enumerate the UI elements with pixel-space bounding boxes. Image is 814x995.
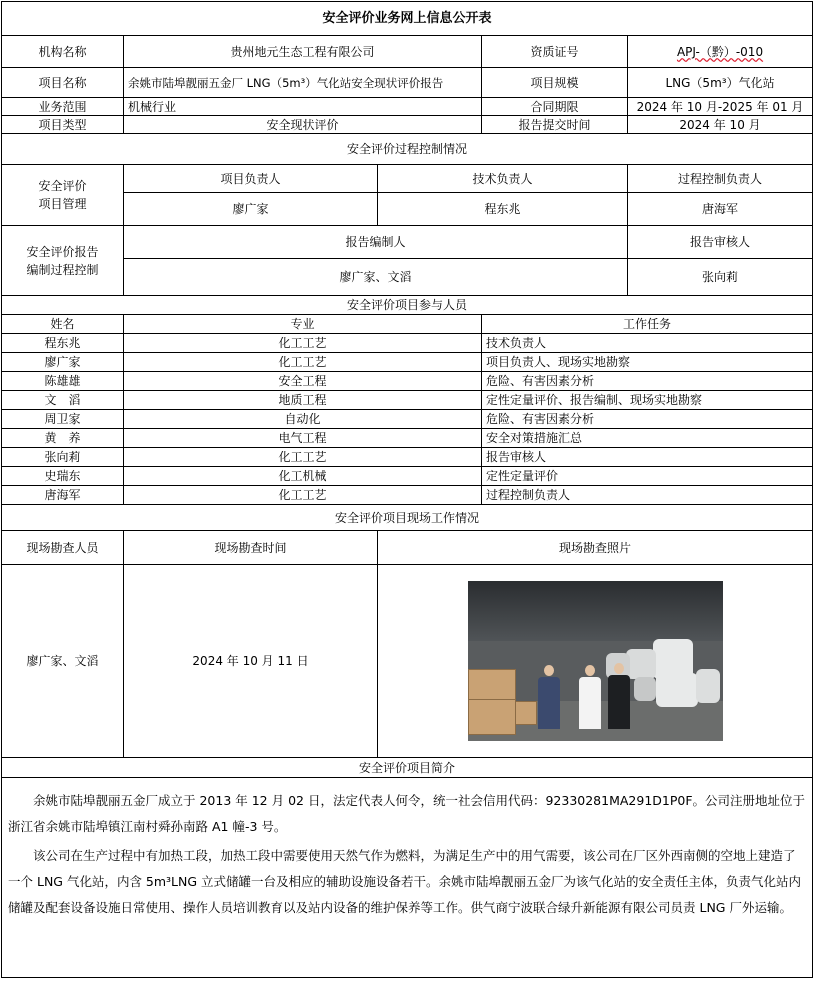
participant-major: 地质工程: [124, 391, 482, 410]
participant-major: 自动化: [124, 410, 482, 429]
period-value: 2024 年 10 月-2025 年 01 月: [628, 98, 813, 116]
participant-major: 安全工程: [124, 372, 482, 391]
intro-body: [2, 778, 813, 978]
form-title: 安全评价业务网上信息公开表: [2, 2, 813, 36]
proj-lead-header: 项目负责人: [124, 165, 378, 193]
participant-major: 化工工艺: [124, 353, 482, 372]
scope-value: 机械行业: [124, 98, 482, 116]
site-date-value: 2024 年 10 月 11 日: [124, 565, 378, 758]
table-row: [2, 429, 813, 448]
table-row: [2, 334, 813, 353]
period-label: 合同期限: [482, 98, 628, 116]
col-header-task: 工作任务: [482, 315, 813, 334]
reviewer-value: 张向莉: [628, 259, 813, 296]
type-label: 项目类型: [2, 116, 124, 134]
cert-value: APJ-（黔）-010: [676, 44, 764, 59]
participant-task: 项目负责人、现场实地勘察: [482, 353, 813, 372]
participant-name: 陈雄雄: [2, 372, 124, 391]
table-row: [2, 353, 813, 372]
intro-paragraph-2: 该公司在生产过程中有加热工段，加热工段中需要使用天然气作为燃料，为满足生产中的用气需要，该公司在厂区外西南侧的空地上建造了一个 LNG 气化站，内含 5m³LNG 立式储罐一台及相应的辅助设施设备若干。余姚市陆埠靓丽五金厂为该气化站的安全责任主体，负责气化站内储罐及配套设备设施日常使用、操作人员培训教育以及站内设备的维护保养等工作。供气商宁波联合绿升新能源有限公司员责 LNG 厂外运输。: [8, 848, 802, 915]
participant-task: 技术负责人: [482, 334, 813, 353]
intro-paragraph-1: 余姚市陆埠靓丽五金厂成立于 2013 年 12 月 02 日，法定代表人何令，统一社会信用代码：92330281MA291D1P0F。公司注册地址位于浙江省余姚市陆埠镇江南村舜孙南路 A1 幢-3 号。: [8, 793, 806, 834]
process-lead-header: 过程控制负责人: [628, 165, 813, 193]
org-label: 机构名称: [2, 36, 124, 68]
participant-task: 安全对策措施汇总: [482, 429, 813, 448]
participants-section-title: 安全评价项目参与人员: [2, 296, 813, 315]
process-section-title: 安全评价过程控制情况: [2, 134, 813, 165]
participant-major: 电气工程: [124, 429, 482, 448]
tech-lead-value: 程东兆: [378, 193, 628, 226]
participant-name: 文 滔: [2, 391, 124, 410]
table-row: [2, 391, 813, 410]
submit-value: 2024 年 10 月: [628, 116, 813, 134]
participant-task: 报告审核人: [482, 448, 813, 467]
site-people-value: 廖广家、文滔: [2, 565, 124, 758]
cert-label: 资质证号: [482, 36, 628, 68]
site-photo-header: 现场勘查照片: [378, 531, 813, 565]
table-row: [2, 448, 813, 467]
col-header-name: 姓名: [2, 315, 124, 334]
participant-major: 化工机械: [124, 467, 482, 486]
site-section-title: 安全评价项目现场工作情况: [2, 505, 813, 531]
participant-name: 史瑞东: [2, 467, 124, 486]
org-value: 贵州地元生态工程有限公司: [124, 36, 482, 68]
intro-section-title: 安全评价项目简介: [2, 758, 813, 778]
participant-major: 化工工艺: [124, 334, 482, 353]
participant-name: 张向莉: [2, 448, 124, 467]
type-value: 安全现状评价: [124, 116, 482, 134]
participant-task: 过程控制负责人: [482, 486, 813, 505]
tech-lead-header: 技术负责人: [378, 165, 628, 193]
participant-name: 周卫家: [2, 410, 124, 429]
participant-task: 危险、有害因素分析: [482, 410, 813, 429]
participant-task: 危险、有害因素分析: [482, 372, 813, 391]
site-people-header: 现场勘查人员: [2, 531, 124, 565]
project-value: 余姚市陆埠靓丽五金厂 LNG（5m³）气化站安全现状评价报告: [124, 68, 482, 98]
scale-label: 项目规模: [482, 68, 628, 98]
mgmt-label: 安全评价 项目管理: [2, 165, 124, 226]
process-lead-value: 唐海军: [628, 193, 813, 226]
table-row: [2, 486, 813, 505]
disclosure-table: [1, 1, 813, 978]
table-row: [2, 410, 813, 429]
disclosure-sheet: [1, 1, 813, 993]
table-row: [2, 372, 813, 391]
writer-header: 报告编制人: [124, 226, 628, 259]
scope-label: 业务范围: [2, 98, 124, 116]
col-header-major: 专业: [124, 315, 482, 334]
reviewer-header: 报告审核人: [628, 226, 813, 259]
submit-label: 报告提交时间: [482, 116, 628, 134]
site-date-header: 现场勘查时间: [124, 531, 378, 565]
report-control-label: 安全评价报告 编制过程控制: [2, 226, 124, 296]
scale-value: LNG（5m³）气化站: [628, 68, 813, 98]
participant-major: 化工工艺: [124, 486, 482, 505]
participant-task: 定性定量评价、报告编制、现场实地勘察: [482, 391, 813, 410]
participant-major: 化工工艺: [124, 448, 482, 467]
participant-name: 黄 养: [2, 429, 124, 448]
participant-name: 程东兆: [2, 334, 124, 353]
table-row: [2, 467, 813, 486]
proj-lead-value: 廖广家: [124, 193, 378, 226]
writer-value: 廖广家、文滔: [124, 259, 628, 296]
participant-task: 定性定量评价: [482, 467, 813, 486]
participant-name: 廖广家: [2, 353, 124, 372]
site-inspection-photo: [468, 581, 723, 741]
participant-name: 唐海军: [2, 486, 124, 505]
project-label: 项目名称: [2, 68, 124, 98]
